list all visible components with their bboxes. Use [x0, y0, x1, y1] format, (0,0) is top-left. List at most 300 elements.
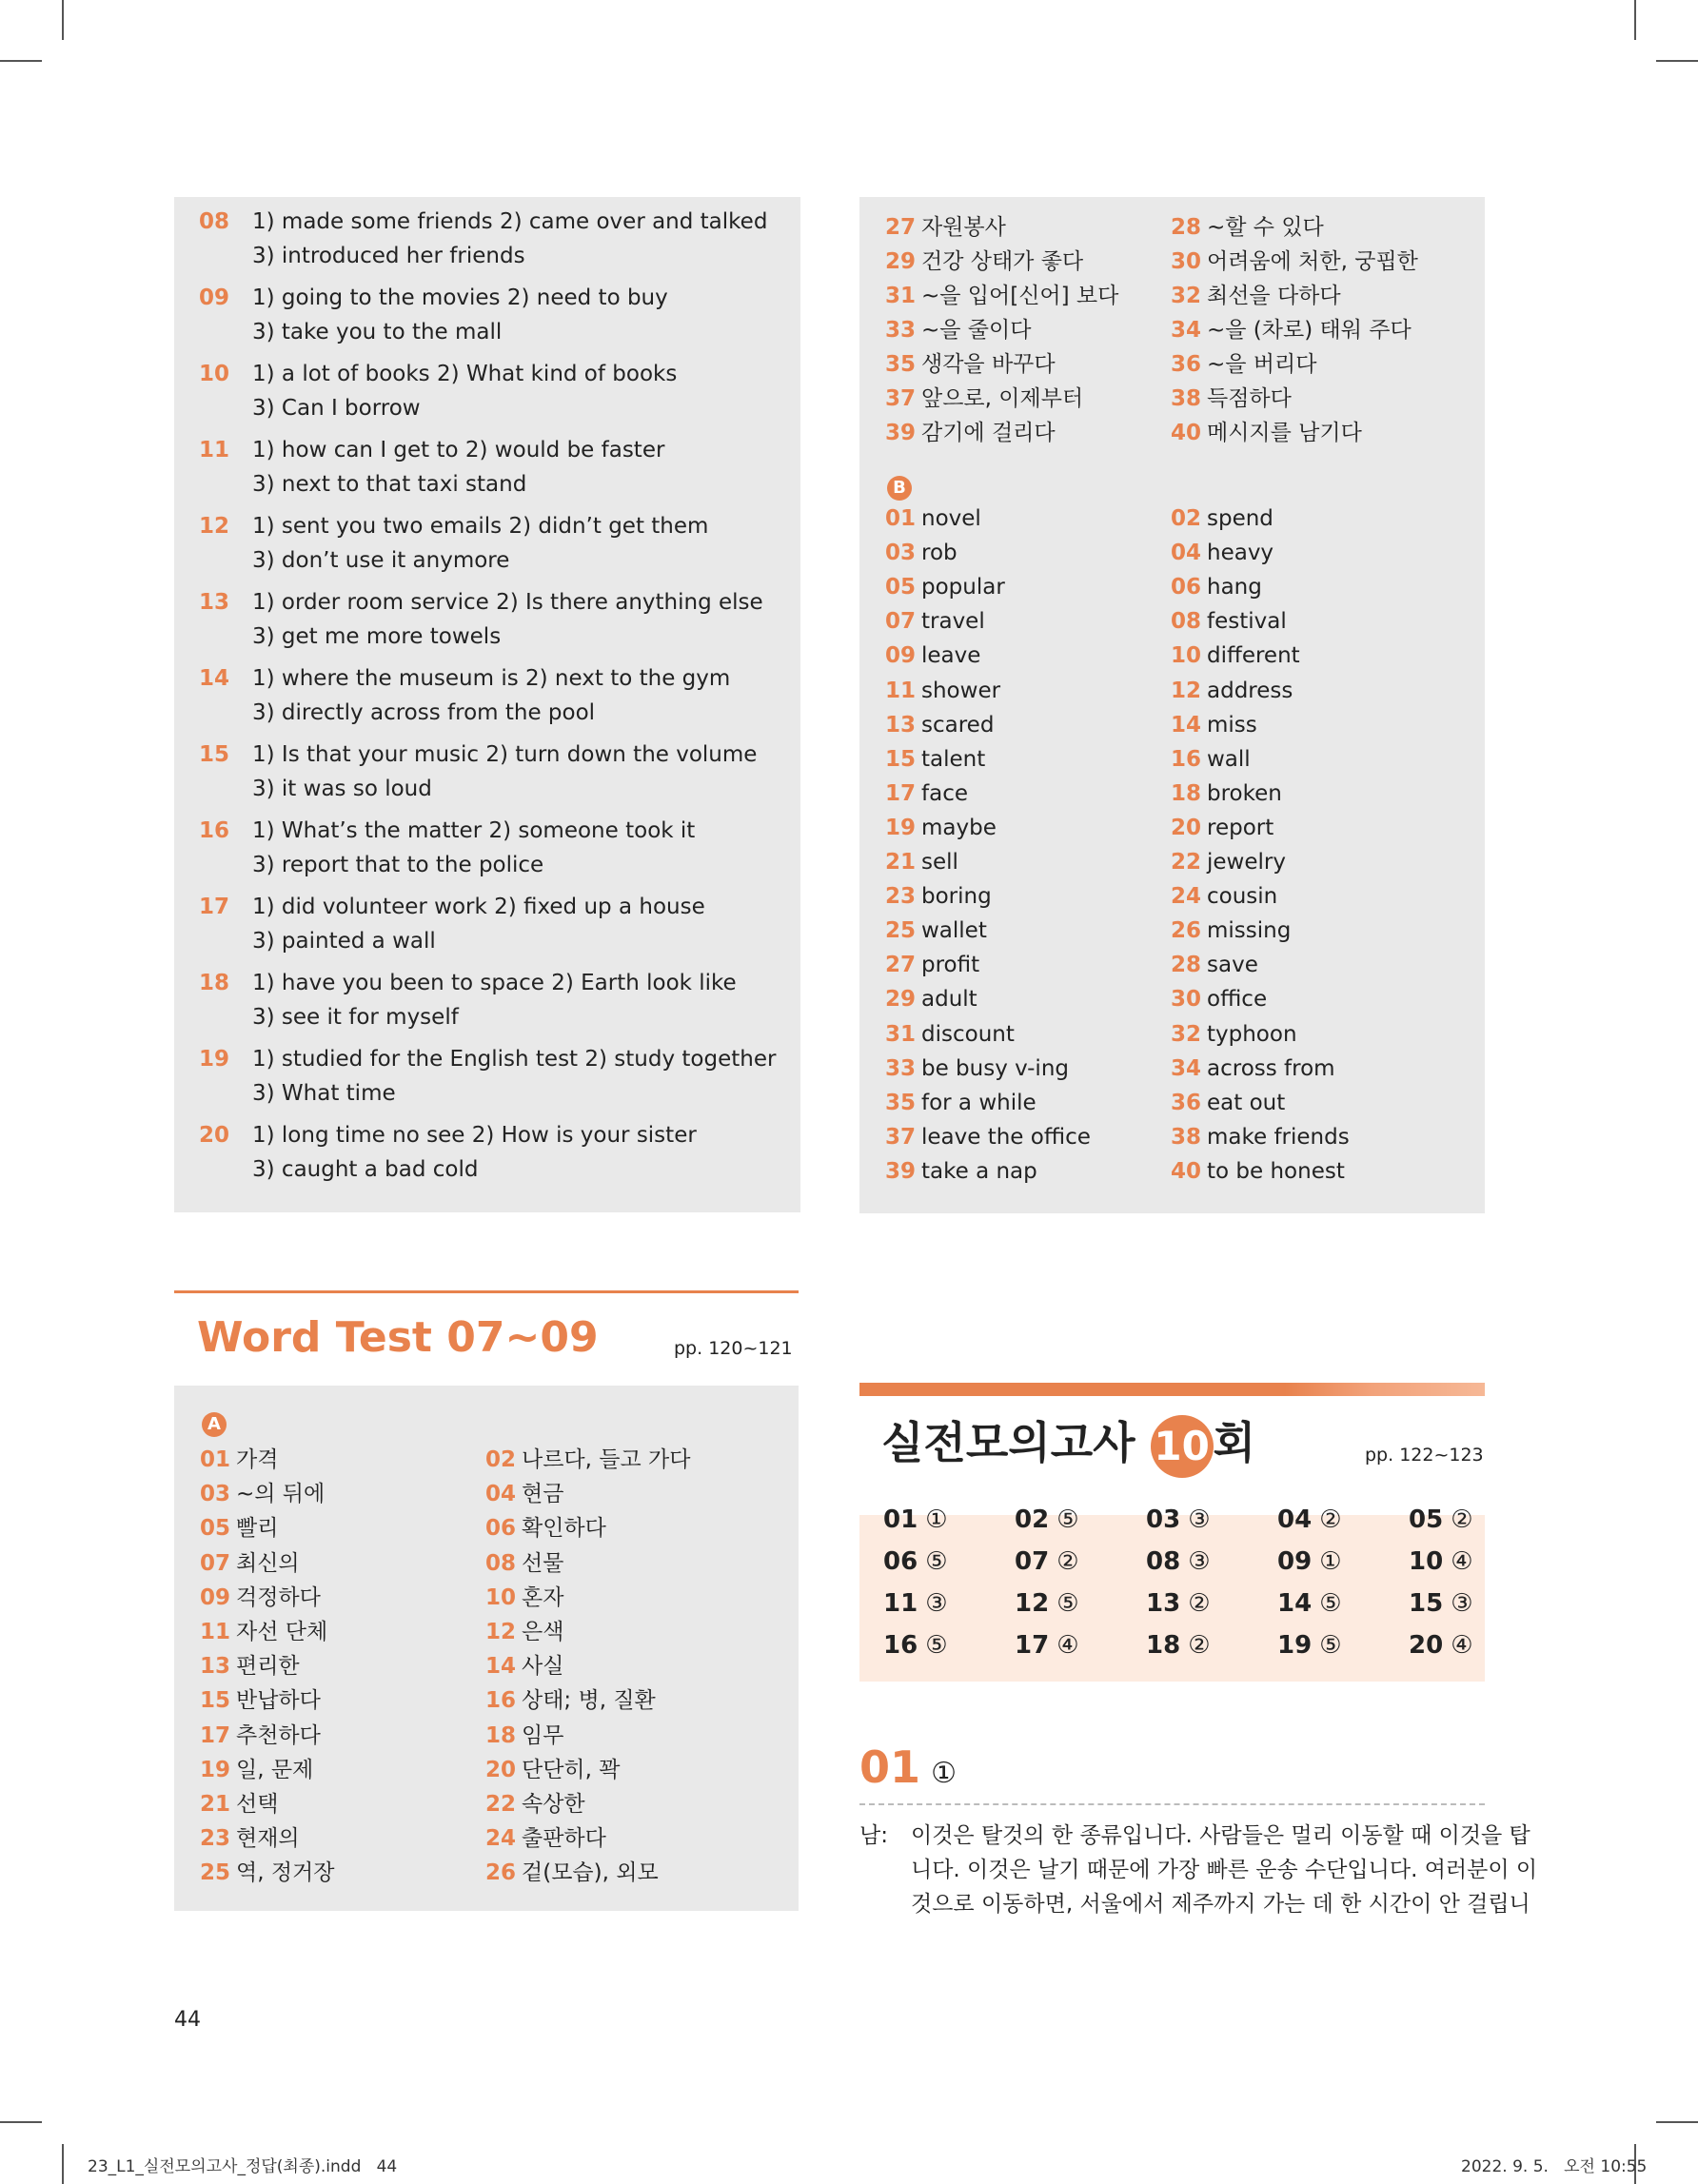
answer-number: 08 — [199, 209, 230, 234]
word-item — [200, 1614, 327, 1645]
vocab-text: save — [1207, 953, 1258, 978]
vocab-number: 28 — [1171, 215, 1202, 240]
vocab-text: hang — [1207, 575, 1262, 600]
mock-exam-title-pre: 실전모의고사 — [881, 1417, 1135, 1468]
answer-text-line1: 1) studied for the English test 2) study together — [252, 1047, 777, 1072]
answer-cell — [1409, 1547, 1473, 1576]
answer-cell-number: 16 — [883, 1631, 918, 1660]
word-number: 02 — [485, 1447, 517, 1472]
vocab-text: be busy v-ing — [921, 1055, 1070, 1081]
answer-cell-number: 11 — [883, 1589, 918, 1618]
vocab-item — [885, 346, 1056, 378]
answer-number: 11 — [199, 438, 230, 462]
answer-cell-mark: ⑤ — [925, 1631, 948, 1660]
answer-cell-mark: ② — [1056, 1547, 1079, 1576]
vocab-item — [1171, 381, 1292, 412]
answer-item — [199, 438, 664, 462]
vocab-item — [885, 244, 1083, 275]
answer-text-line2: 3) get me more towels — [252, 624, 502, 649]
vocab-number: 40 — [1171, 421, 1202, 445]
vocab-number: 11 — [885, 678, 917, 703]
answer-cell-mark: ⑤ — [1319, 1589, 1342, 1618]
vocab-item — [1171, 679, 1293, 703]
answer-text-line2: 3) don’t use it anymore — [252, 548, 510, 573]
vocab-text: miss — [1207, 712, 1257, 738]
word-item — [485, 1510, 606, 1542]
answer-item — [199, 666, 730, 691]
vocab-text: ~을 버리다 — [1207, 352, 1317, 377]
word-text: 나르다, 들고 가다 — [522, 1447, 691, 1472]
vocab-number: 14 — [1171, 712, 1202, 738]
vocab-item — [885, 884, 992, 909]
word-text: 사실 — [522, 1654, 564, 1680]
question-divider — [859, 1803, 1485, 1805]
word-text: 자선 단체 — [236, 1620, 328, 1644]
answer-text-line1: 1) where the museum is 2) next to the gym — [252, 666, 731, 691]
answer-number: 19 — [199, 1047, 230, 1072]
answer-text-line1: 1) have you been to space 2) Earth look like — [252, 971, 737, 995]
vocab-text: across from — [1207, 1055, 1335, 1081]
answer-cell-mark: ④ — [1451, 1547, 1473, 1576]
vocab-item — [885, 1091, 1037, 1115]
speaker-label: 남: — [859, 1823, 888, 1848]
vocab-item — [1171, 643, 1300, 668]
answer-item — [199, 1047, 776, 1072]
answer-number: 10 — [199, 362, 230, 386]
vocab-item — [1171, 244, 1418, 275]
word-item — [485, 1682, 656, 1714]
vocab-number: 32 — [1171, 284, 1202, 308]
word-number: 21 — [200, 1792, 231, 1817]
answer-text-line1: 1) order room service 2) Is there anything else — [252, 590, 763, 615]
answer-cell-number: 12 — [1015, 1589, 1050, 1618]
answer-item — [199, 1123, 697, 1148]
word-number: 16 — [485, 1688, 517, 1714]
answer-cell — [1409, 1589, 1473, 1618]
word-item — [485, 1820, 606, 1852]
vocab-text: 건강 상태가 좋다 — [921, 249, 1084, 274]
answer-cell-mark: ④ — [1056, 1631, 1079, 1660]
word-number: 12 — [485, 1620, 517, 1644]
word-number: 08 — [485, 1550, 517, 1576]
answer-cell — [1277, 1589, 1342, 1618]
vocab-item — [1171, 506, 1274, 531]
answer-cell — [883, 1589, 948, 1618]
word-number: 25 — [200, 1860, 231, 1886]
word-number: 10 — [485, 1584, 517, 1610]
vocab-item — [885, 506, 981, 531]
answer-cell — [1277, 1547, 1342, 1576]
word-item — [485, 1442, 690, 1473]
crop-mark — [1656, 60, 1698, 62]
vocab-item — [1171, 1091, 1285, 1115]
vocab-text: make friends — [1207, 1124, 1350, 1150]
vocab-text: ~을 입어[신어] 보다 — [921, 284, 1119, 308]
mock-exam-title-post: 회 — [1213, 1417, 1256, 1468]
answer-text-line2: 3) take you to the mall — [252, 320, 503, 344]
vocab-text: sell — [921, 850, 958, 875]
vocab-item — [1171, 1159, 1345, 1184]
vocab-text: to be honest — [1207, 1158, 1345, 1184]
answer-cell — [1146, 1505, 1211, 1534]
vocab-text: missing — [1207, 918, 1292, 944]
vocab-number: 19 — [885, 815, 917, 840]
word-item — [200, 1682, 321, 1714]
word-text: 역, 정거장 — [236, 1860, 335, 1886]
word-number: 18 — [485, 1722, 517, 1748]
answer-cell-number: 09 — [1277, 1547, 1313, 1576]
word-number: 26 — [485, 1860, 517, 1886]
answer-item — [199, 971, 737, 995]
vocab-number: 32 — [1171, 1021, 1202, 1047]
vocab-item — [1171, 346, 1316, 378]
answer-text-line2: 3) Can I borrow — [252, 396, 421, 421]
vocab-item — [885, 643, 980, 668]
vocab-text: festival — [1207, 609, 1287, 635]
word-text: 확인하다 — [522, 1516, 606, 1542]
answer-cell-number: 03 — [1146, 1505, 1181, 1534]
crop-mark — [62, 2144, 64, 2184]
answer-item — [199, 362, 677, 386]
vocab-item — [885, 1056, 1069, 1081]
vocab-text: different — [1207, 643, 1300, 669]
vocab-text: face — [921, 780, 968, 806]
vocab-text: ~을 줄이다 — [921, 318, 1032, 343]
word-text: 겉(모습), 외모 — [522, 1860, 659, 1886]
vocab-number: 05 — [885, 575, 917, 600]
vocab-item — [1171, 918, 1291, 943]
vocab-number: 01 — [885, 506, 917, 531]
word-text: 상태; 병, 질환 — [522, 1688, 656, 1714]
vocab-item — [885, 987, 977, 1012]
vocab-item — [1171, 747, 1251, 772]
answer-item — [199, 285, 668, 310]
vocab-text: 생각을 바꾸다 — [921, 352, 1056, 377]
vocab-item — [885, 850, 958, 875]
word-number: 01 — [200, 1447, 231, 1472]
vocab-number: 27 — [885, 215, 917, 240]
word-text: 은색 — [522, 1620, 564, 1644]
answer-cell-number: 01 — [883, 1505, 918, 1534]
vocab-text: wall — [1207, 746, 1251, 772]
answer-item — [199, 590, 763, 615]
answer-number: 14 — [199, 666, 230, 691]
vocab-number: 12 — [1171, 678, 1202, 703]
answer-text-line2: 3) report that to the police — [252, 853, 544, 877]
vocab-number: 16 — [1171, 746, 1202, 772]
vocab-number: 02 — [1171, 506, 1202, 531]
vocab-number: 26 — [1171, 918, 1202, 944]
answer-cell-number: 13 — [1146, 1589, 1181, 1618]
vocab-number: 17 — [885, 780, 917, 806]
answer-number: 17 — [199, 895, 230, 919]
word-number: 23 — [200, 1826, 231, 1852]
vocab-item — [885, 816, 997, 840]
vocab-text: adult — [921, 987, 977, 1013]
vocab-text: leave — [921, 643, 981, 669]
vocab-text: scared — [921, 712, 995, 738]
vocab-number: 39 — [885, 1158, 917, 1184]
answer-number: 20 — [199, 1123, 230, 1148]
vocab-text: office — [1207, 987, 1268, 1013]
vocab-text: 최선을 다하다 — [1207, 284, 1341, 308]
word-item — [200, 1786, 278, 1818]
answer-text-line1: 1) long time no see 2) How is your sister — [252, 1123, 697, 1148]
crop-mark — [62, 0, 64, 40]
answer-number: 09 — [199, 285, 230, 310]
answer-cell-mark: ③ — [1188, 1505, 1211, 1534]
vocab-item — [1171, 1022, 1297, 1047]
word-item — [485, 1476, 563, 1507]
vocab-number: 07 — [885, 609, 917, 635]
vocab-item — [1171, 312, 1412, 344]
mock-exam-pages: pp. 122~123 — [1365, 1445, 1484, 1466]
answer-cell-mark: ③ — [925, 1589, 948, 1618]
answer-cell-number: 18 — [1146, 1631, 1181, 1660]
answer-number: 15 — [199, 742, 230, 767]
vocab-item — [1171, 209, 1324, 241]
vocab-text: 메시지를 남기다 — [1207, 421, 1362, 445]
vocab-number: 24 — [1171, 884, 1202, 910]
word-test-title: Word Test 07~09 — [197, 1313, 599, 1362]
vocab-text: rob — [921, 541, 958, 566]
word-text: 속상한 — [522, 1792, 585, 1817]
answer-cell-number: 02 — [1015, 1505, 1050, 1534]
vocab-text: ~을 (차로) 태워 주다 — [1207, 318, 1412, 343]
script-line: 이것은 탈것의 한 종류입니다. 사람들은 멀리 이동할 때 이것을 탑 — [911, 1823, 1530, 1848]
answer-cell-mark: ② — [1451, 1505, 1473, 1534]
word-text: 추천하다 — [236, 1722, 321, 1748]
script-line: 것으로 이동하면, 서울에서 제주까지 가는 데 한 시간이 안 걸립니 — [911, 1892, 1530, 1917]
answer-cell-mark: ③ — [1188, 1547, 1211, 1576]
answer-cell-mark: ④ — [1451, 1631, 1473, 1660]
vocab-item — [1171, 415, 1362, 446]
word-item — [485, 1786, 585, 1818]
word-text: 빨리 — [236, 1516, 279, 1542]
vocab-text: maybe — [921, 815, 997, 840]
vocab-number: 27 — [885, 953, 917, 978]
answer-text-line2: 3) caught a bad cold — [252, 1157, 479, 1182]
footer-file: 23_L1_실전모의고사_정답(최종).indd 44 — [88, 2157, 398, 2176]
answer-cell-mark: ② — [1188, 1589, 1211, 1618]
vocab-text: address — [1207, 678, 1293, 703]
word-item — [485, 1545, 563, 1577]
word-item — [485, 1580, 563, 1611]
vocab-text: ~할 수 있다 — [1207, 215, 1324, 240]
vocab-item — [1171, 816, 1274, 840]
answer-cell — [1146, 1547, 1211, 1576]
answer-cell-mark: ② — [1319, 1505, 1342, 1534]
word-item — [200, 1580, 321, 1611]
vocab-text: jewelry — [1207, 850, 1286, 875]
vocab-number: 33 — [885, 1055, 917, 1081]
answer-cell-mark: ① — [1319, 1547, 1342, 1576]
answer-cell — [1015, 1631, 1079, 1660]
vocab-number: 29 — [885, 249, 917, 274]
word-item — [200, 1855, 335, 1886]
vocab-number: 34 — [1171, 318, 1202, 343]
vocab-number: 30 — [1171, 987, 1202, 1013]
word-text: ~의 뒤에 — [236, 1482, 326, 1507]
vocab-text: profit — [921, 953, 980, 978]
word-number: 05 — [200, 1516, 231, 1542]
answer-cell-number: 06 — [883, 1547, 918, 1576]
word-text: 걱정하다 — [236, 1584, 321, 1610]
answer-text-line1: 1) did volunteer work 2) fixed up a house — [252, 895, 705, 919]
vocab-text: discount — [921, 1021, 1015, 1047]
answer-number: 18 — [199, 971, 230, 995]
answer-text-line1: 1) What’s the matter 2) someone took it — [252, 818, 696, 843]
vocab-number: 31 — [885, 284, 917, 308]
vocab-item — [885, 312, 1031, 344]
word-item — [200, 1545, 300, 1577]
vocab-item — [1171, 953, 1258, 977]
answer-cell — [1409, 1631, 1473, 1660]
word-number: 13 — [200, 1654, 231, 1680]
vocab-item — [885, 415, 1056, 446]
vocab-item — [885, 713, 994, 738]
word-text: 현금 — [522, 1482, 564, 1507]
vocab-text: travel — [921, 609, 985, 635]
vocab-number: 36 — [1171, 352, 1202, 377]
word-number: 14 — [485, 1654, 517, 1680]
answer-item — [199, 818, 695, 843]
word-text: 편리한 — [236, 1654, 300, 1680]
word-item — [200, 1442, 278, 1473]
answer-cell-mark: ⑤ — [1056, 1589, 1079, 1618]
word-number: 17 — [200, 1722, 231, 1748]
answer-cell — [1015, 1547, 1079, 1576]
answer-cell-number: 08 — [1146, 1547, 1181, 1576]
answer-item — [199, 742, 757, 767]
vocab-number: 18 — [1171, 780, 1202, 806]
answer-text-line2: 3) What time — [252, 1081, 396, 1106]
vocab-item — [885, 609, 985, 634]
vocab-number: 38 — [1171, 1124, 1202, 1150]
crop-mark — [0, 2121, 42, 2123]
vocab-item — [885, 918, 987, 943]
answer-cell — [883, 1547, 948, 1576]
vocab-number: 22 — [1171, 850, 1202, 875]
answer-text-line1: 1) a lot of books 2) What kind of books — [252, 362, 678, 386]
answer-text-line2: 3) directly across from the pool — [252, 700, 596, 725]
word-number: 11 — [200, 1620, 231, 1644]
word-number: 06 — [485, 1516, 517, 1542]
answer-text-line1: 1) Is that your music 2) turn down the volume — [252, 742, 758, 767]
answer-cell — [883, 1505, 948, 1534]
answer-cell-number: 10 — [1409, 1547, 1444, 1576]
vocab-item — [1171, 781, 1282, 806]
vocab-number: 33 — [885, 318, 917, 343]
vocab-text: typhoon — [1207, 1021, 1297, 1047]
vocab-number: 37 — [885, 386, 917, 411]
answer-cell-mark: ② — [1188, 1631, 1211, 1660]
vocab-text: cousin — [1207, 884, 1278, 910]
answer-text-line1: 1) made some friends 2) came over and talked — [252, 209, 768, 234]
vocab-item — [885, 209, 1006, 241]
word-item — [200, 1820, 300, 1852]
vocab-text: shower — [921, 678, 1001, 703]
answer-number: 13 — [199, 590, 230, 615]
vocab-number: 21 — [885, 850, 917, 875]
vocab-number: 31 — [885, 1021, 917, 1047]
vocab-number: 29 — [885, 987, 917, 1013]
vocab-number: 09 — [885, 643, 917, 669]
answer-cell — [1015, 1589, 1079, 1618]
word-number: 09 — [200, 1584, 231, 1610]
word-text: 선물 — [522, 1550, 564, 1576]
vocab-text: 득점하다 — [1207, 386, 1292, 411]
vocab-item — [885, 781, 968, 806]
word-text: 가격 — [236, 1447, 279, 1472]
vocab-text: novel — [921, 506, 981, 531]
vocab-text: 앞으로, 이제부터 — [921, 386, 1084, 411]
vocab-text: 자원봉사 — [921, 215, 1006, 240]
vocab-text: eat out — [1207, 1090, 1286, 1115]
vocab-text: spend — [1207, 506, 1274, 531]
word-item — [200, 1752, 313, 1783]
word-number: 24 — [485, 1826, 517, 1852]
vocab-item — [885, 278, 1118, 309]
footer-datetime: 2022. 9. 5. 오전 10:55 — [1461, 2157, 1648, 2176]
word-text: 출판하다 — [522, 1826, 606, 1852]
vocab-text: wallet — [921, 918, 987, 944]
vocab-number: 35 — [885, 1090, 917, 1115]
vocab-text: take a nap — [921, 1158, 1037, 1184]
section-b-badge: B — [887, 476, 912, 501]
word-item — [200, 1510, 278, 1542]
word-item — [485, 1648, 563, 1680]
word-item — [200, 1648, 300, 1680]
word-item — [200, 1476, 325, 1507]
vocab-item — [1171, 987, 1267, 1012]
vocab-text: broken — [1207, 780, 1282, 806]
word-number: 15 — [200, 1688, 231, 1714]
word-item — [485, 1752, 621, 1783]
answer-text-line2: 3) introduced her friends — [252, 244, 525, 268]
vocab-item — [885, 1022, 1015, 1047]
answer-cell — [1146, 1589, 1211, 1618]
answer-cell-number: 19 — [1277, 1631, 1313, 1660]
word-text: 혼자 — [522, 1584, 564, 1610]
vocab-number: 25 — [885, 918, 917, 944]
answer-cell-mark: ⑤ — [1056, 1505, 1079, 1534]
vocab-text: 감기에 걸리다 — [921, 421, 1056, 445]
vocab-item — [1171, 278, 1341, 309]
word-text: 최신의 — [236, 1550, 300, 1576]
vocab-text: 어려움에 처한, 궁핍한 — [1207, 249, 1418, 274]
answer-cell-number: 15 — [1409, 1589, 1444, 1618]
answer-item — [199, 895, 705, 919]
vocab-number: 38 — [1171, 386, 1202, 411]
answer-cell-mark: ⑤ — [925, 1547, 948, 1576]
answer-cell-number: 20 — [1409, 1631, 1444, 1660]
word-test-rule — [174, 1290, 799, 1293]
vocab-number: 23 — [885, 884, 917, 910]
vocab-number: 40 — [1171, 1158, 1202, 1184]
mock-exam-top-bar — [859, 1383, 1485, 1396]
page-number: 44 — [174, 2008, 201, 2032]
answer-item — [199, 514, 708, 539]
vocab-number: 20 — [1171, 815, 1202, 840]
answer-item — [199, 209, 767, 234]
word-text: 임무 — [522, 1722, 564, 1748]
vocab-text: popular — [921, 575, 1005, 600]
vocab-number: 04 — [1171, 541, 1202, 566]
crop-mark — [0, 60, 42, 62]
word-number: 03 — [200, 1482, 231, 1507]
vocab-item — [885, 541, 958, 565]
